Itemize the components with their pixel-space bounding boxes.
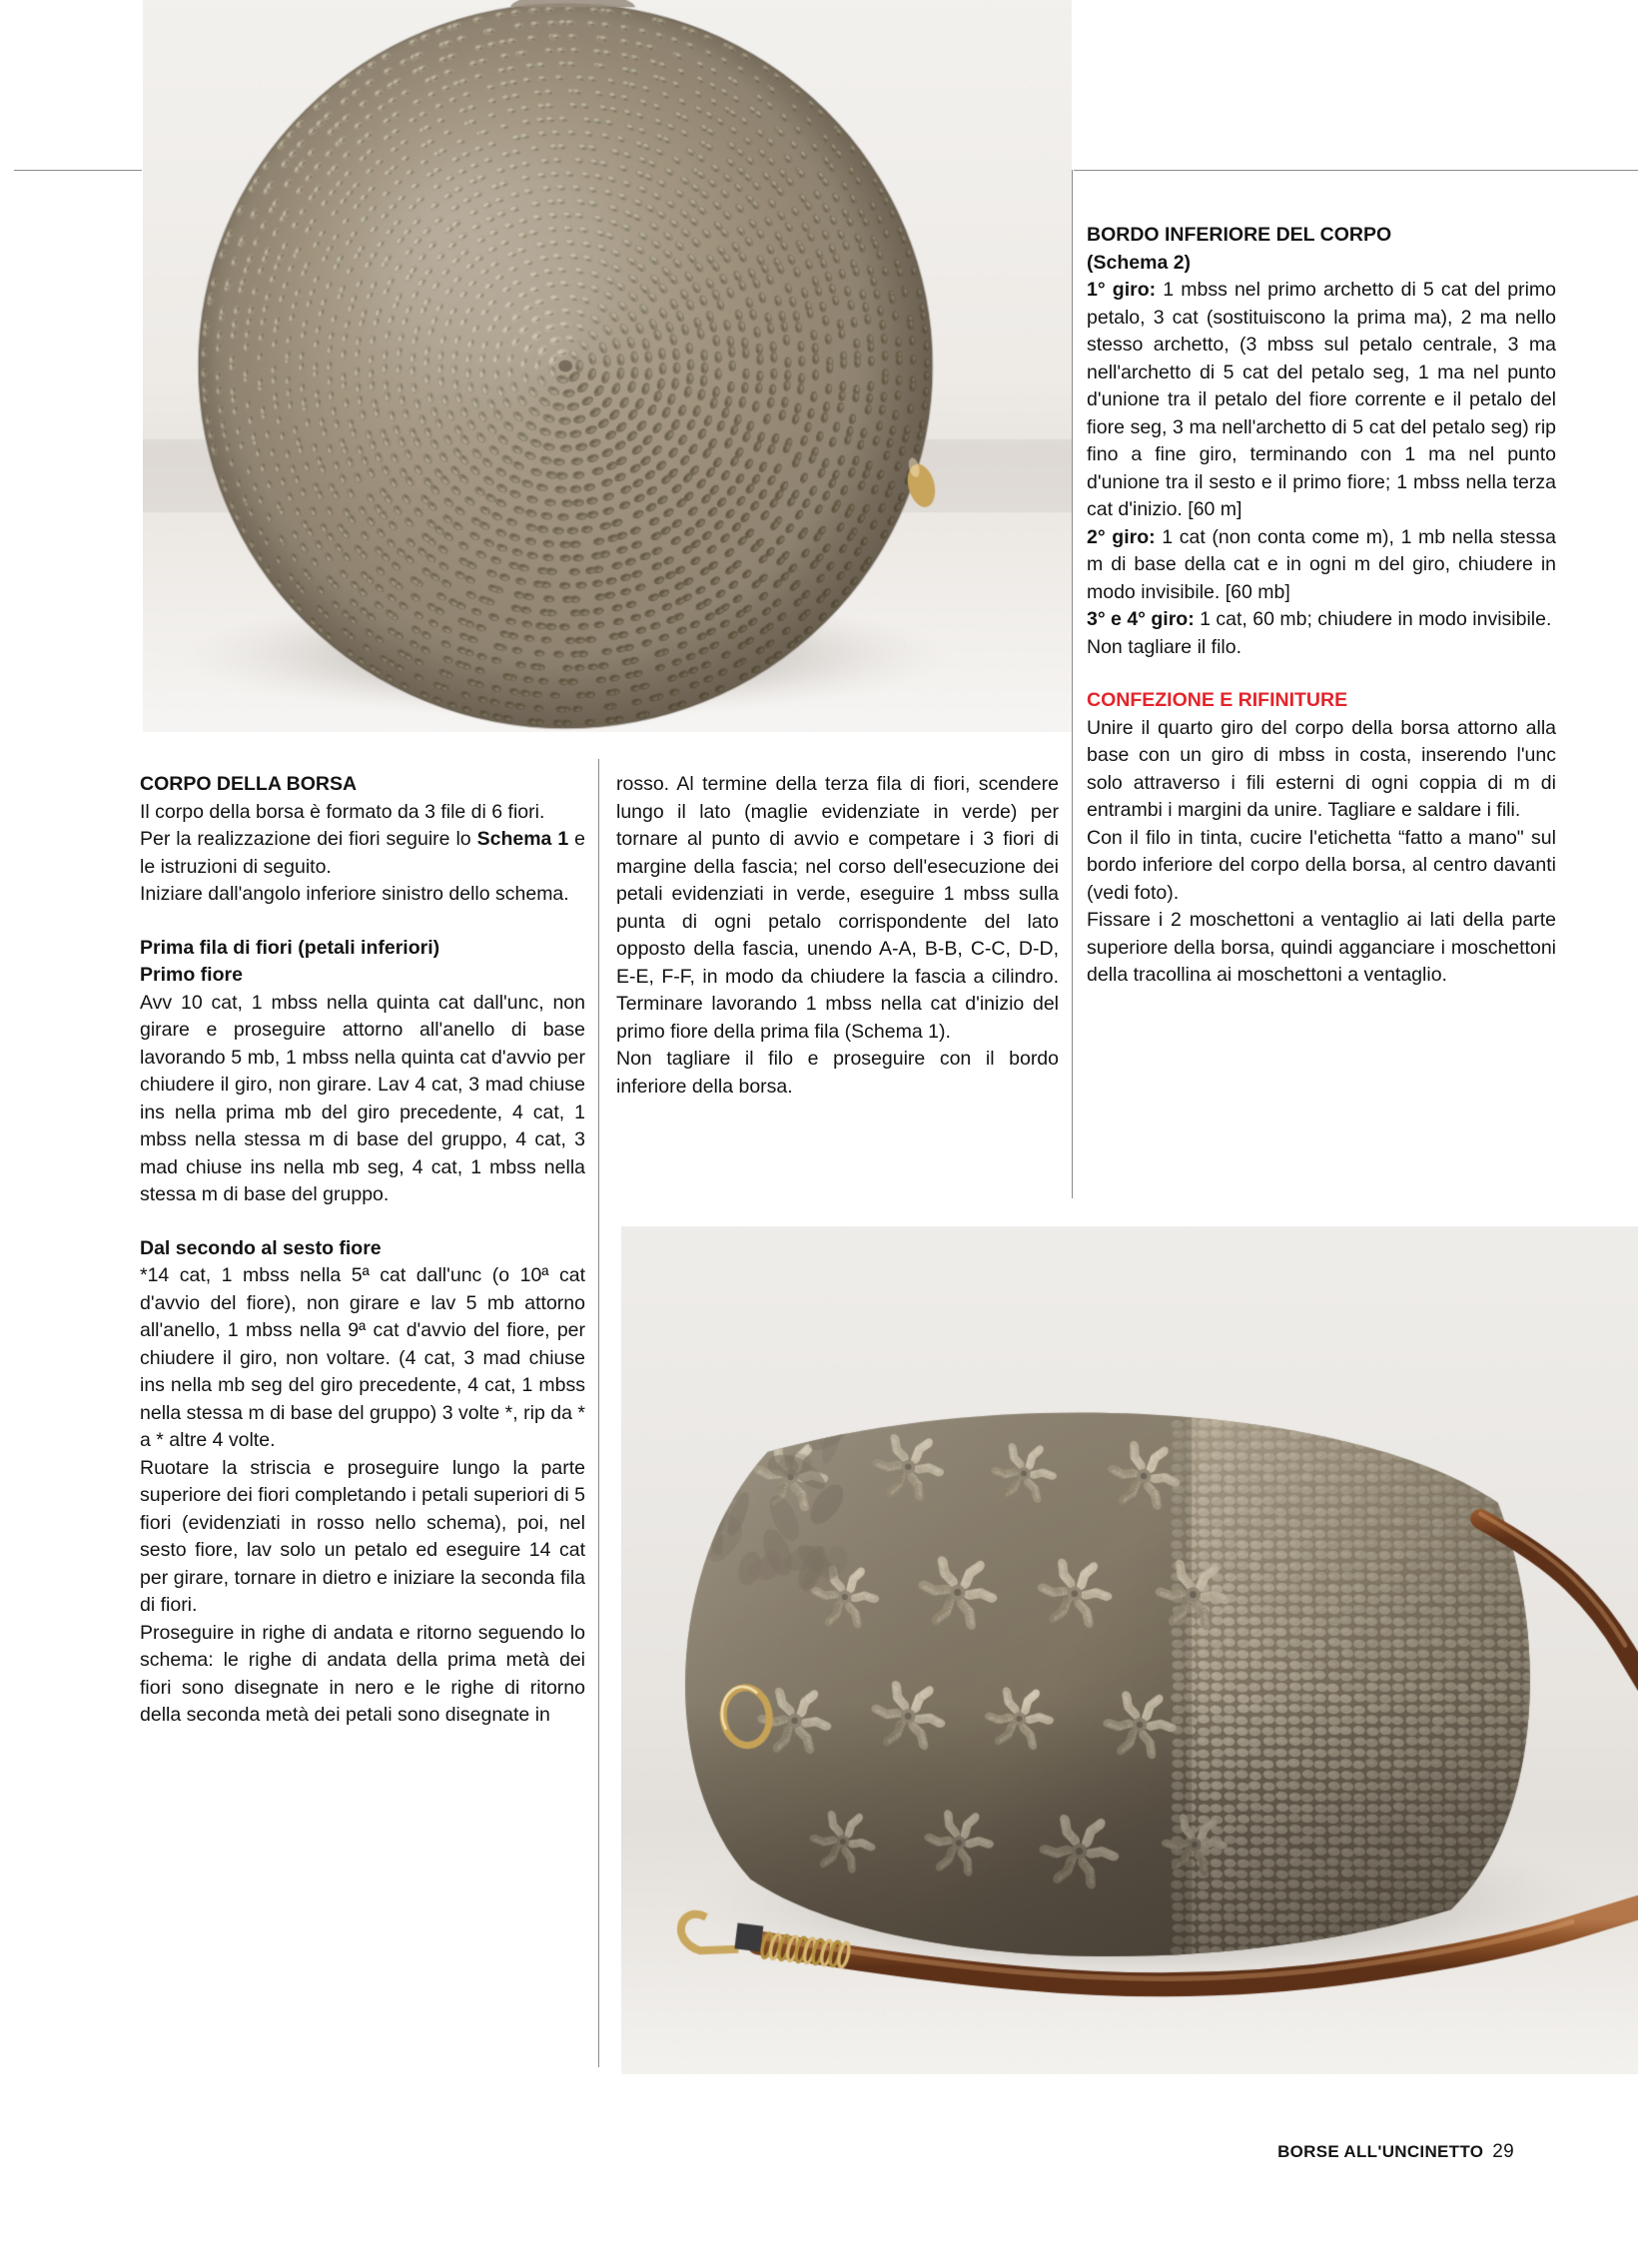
para-giro-34: 3° e 4° giro: 1 cat, 60 mb; chiudere in modo invisibile. [1087,608,1552,630]
crochet-bag-bottom-photo [143,0,1072,732]
para-confezione-1: Unire il quarto giro del corpo della borsa attorno alla base con un giro di mbss in costa, inserendo l'unc solo attraverso i fili esterni di ogni coppia di m di entrambi i margini da unire. Tagliare e saldare i fili. [1087,716,1556,821]
para-corpo-1: Il corpo della borsa è formato da 3 file di 6 fiori. [140,800,545,823]
para-dal-secondo: *14 cat, 1 mbss nella 5ª cat dall'unc (o 10ª cat d'avvio del fiore), non girare e lav 5 mb attorno all'anello, 1 mbss nella 9ª cat d'avvio del fiore, per chiudere il giro, non voltare. (4 cat, 3 mad chiuse ins nella mb seg del giro precedente, 4 cat, 1 mbss nella stessa m di base del gruppo) 3 volte *, rip da * a * altre 4 volte. [140,1264,585,1451]
para-middle-2: Non tagliare il filo e proseguire con il bordo inferiore della borsa. [616,1048,1059,1098]
para-non-tagliare: Non tagliare il filo. [1087,635,1241,658]
heading-primo-fiore: Primo fiore [140,964,243,986]
para-proseguire: Proseguire in righe di andata e ritorno seguendo lo schema: le righe di andata della prima metà dei fiori sono disegnate in nero e le righe di ritorno della seconda metà dei petali sono disegnate in [140,1621,585,1726]
crochet-bag-side-photo [621,1226,1638,2074]
para-corpo-3: Iniziare dall'angolo inferiore sinistro dello schema. [140,883,569,905]
heading-prima-fila: Prima fila di fiori (petali inferiori) [140,936,440,959]
middle-text-column [616,771,1059,1101]
right-text-column [1087,222,1556,990]
para-ruotare: Ruotare la striscia e proseguire lungo la parte superiore dei fiori completando i petali superiori di 5 fiori (evidenziati in rosso nello schema), poi, nel sesto fiore, lav solo un petalo ed eseguire 14 cat per girare, tornare in dietro e iniziare la seconda fila di fiori. [140,1456,585,1616]
para-confezione-2: Con il filo in tinta, cucire l'etichetta “fatto a mano" sul bordo inferiore del corpo della borsa, al centro davanti (vedi foto). [1087,826,1556,904]
para-confezione-3: Fissare i 2 moschettoni a ventaglio ai lati della parte superiore della borsa, quindi agganciare i moschettoni della tracollina ai moschettoni a ventaglio. [1087,909,1556,986]
page-footer [1277,2141,1514,2163]
heading-bordo-inferiore: BORDO INFERIORE DEL CORPO [1087,224,1392,246]
para-giro-1: 1° giro: 1 mbss nel primo archetto di 5 cat del primo petalo, 3 cat (sostituiscono la prima ma), 2 ma nello stesso archetto, (3 mbss sul petalo centrale, 3 ma nell'archetto di 5 cat del petalo seg, 1 ma nel punto d'unione tra il petalo del fiore corrente e il petalo del fiore seg, 3 ma nell'archetto di 5 cat del petalo seg) rip fino a fine giro, terminando con 1 ma nel punto d'unione tra il sesto e il primo fiore; 1 mbss nella terza cat d'inizio. [60 m] [1087,279,1556,520]
para-primo-fiore: Avv 10 cat, 1 mbss nella quinta cat dall'unc, non girare e proseguire attorno all'anello di base lavorando 5 mb, 1 mbss nella quinta cat d'avvio per chiudere il giro, non girare. Lav 4 cat, 3 mad chiuse ins nella prima mb del giro precedente, 4 cat, 1 mbss nella stessa m di base del gruppo, 4 cat, 3 mad chiuse ins nella mb seg, 4 cat, 1 mbss nella stessa m di base del gruppo. [140,991,585,1205]
heading-corpo-della-borsa: CORPO DELLA BORSA [140,773,358,795]
heading-schema-2: (Schema 2) [1087,251,1192,274]
divider-column-right [1072,170,1073,1198]
divider-column-middle [598,759,599,2067]
para-middle-1: rosso. Al termine della terza fila di fiori, scendere lungo il lato (maglie evidenziate in verde) per tornare al punto di avvio e competare i 3 fiori di margine della fascia; nel corso dell'esecuzione dei petali evidenziati in verde, eseguire 1 mbss sulla punta di ogni petalo corrispondente del lato opposto della fascia, unendo A-A, B-B, C-C, D-D, E-E, F-F, in modo da chiudere la fascia a cilindro. Terminare lavorando 1 mbss nella cat d'inizio del primo fiore della prima fila (Schema 1). [616,773,1059,1043]
heading-confezione: CONFEZIONE E RIFINITURE [1087,689,1348,711]
divider-top-right [1074,170,1638,171]
divider-top-left [14,170,142,171]
heading-dal-secondo: Dal secondo al sesto fiore [140,1236,382,1259]
page-number: 29 [1492,2141,1514,2162]
footer-title: BORSE ALL'UNCINETTO [1277,2142,1484,2161]
para-corpo-2: Per la realizzazione dei fiori seguire lo Schema 1 e le istruzioni di seguito. [140,828,585,878]
para-giro-2: 2° giro: 1 cat (non conta come m), 1 mb nella stessa m di base della cat e in ogni m del giro, chiudere in modo invisibile. [60 mb] [1087,525,1556,603]
left-text-column [140,771,585,1730]
